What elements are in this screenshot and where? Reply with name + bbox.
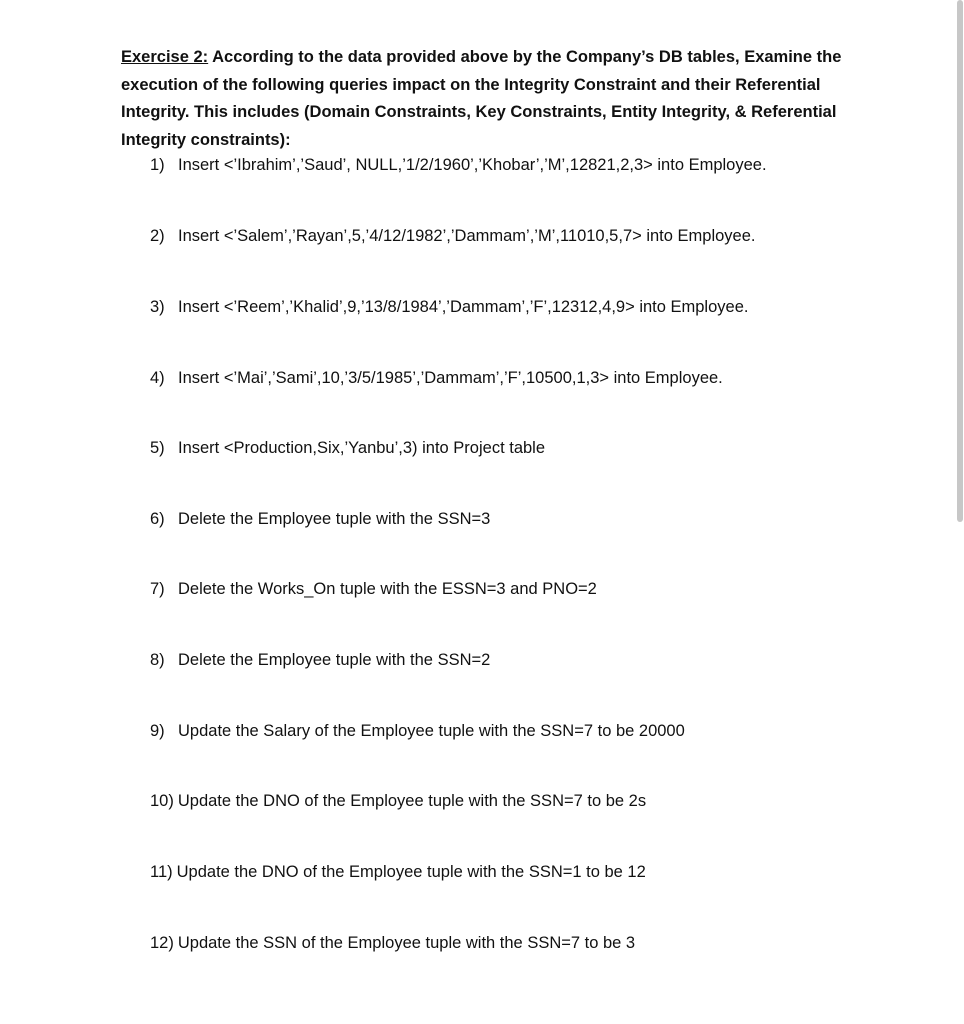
item-text: Delete the Works_On tuple with the ESSN=3 and PNO=2 <box>178 580 597 598</box>
list-item <box>150 721 685 741</box>
item-text: Update the DNO of the Employee tuple with the SSN=7 to be 2s <box>177 792 647 810</box>
item-number: 8) <box>150 651 165 669</box>
item-number: 11) <box>150 863 173 881</box>
item-text: Update the Salary of the Employee tuple with the SSN=7 to be 20000 <box>178 722 685 740</box>
exercise-instructions: According to the data provided above by the Company’s DB tables, Examine the execution of the following queries impact on the Integrity Constraint and their Referential Integrity. This includes (Domain Constraints, Key Constraints, Entity Integrity, & Referential Integrity constraints): <box>121 48 842 149</box>
item-text: Insert <’Mai’,’Sami’,10,’3/5/1985’,’Dammam’,’F’,10500,1,3> into Employee. <box>178 369 723 387</box>
scrollbar-thumb[interactable] <box>957 0 963 522</box>
item-text: Update the SSN of the Employee tuple with the SSN=7 to be 3 <box>177 934 636 952</box>
item-text: Insert <Production,Six,’Yanbu’,3) into Project table <box>178 439 546 457</box>
item-number: 10) <box>150 792 174 810</box>
item-number: 2) <box>150 227 165 245</box>
item-number: 4) <box>150 369 165 387</box>
item-number: 1) <box>150 156 165 174</box>
exercise-heading <box>121 44 881 154</box>
list-item <box>150 791 646 811</box>
item-text: Delete the Employee tuple with the SSN=3 <box>178 510 491 528</box>
exercise-label: Exercise 2: <box>121 48 209 66</box>
list-item <box>150 579 597 599</box>
item-number: 7) <box>150 580 165 598</box>
item-text: Insert <’Salem’,’Rayan’,5,’4/12/1982’,’Dammam’,’M’,11010,5,7> into Employee. <box>178 227 756 245</box>
list-item <box>150 226 755 246</box>
item-number: 6) <box>150 510 165 528</box>
item-text: Delete the Employee tuple with the SSN=2 <box>178 651 491 669</box>
item-number: 12) <box>150 934 174 952</box>
list-item <box>150 155 767 175</box>
item-number: 3) <box>150 298 165 316</box>
item-text: Insert <’Reem’,’Khalid’,9,’13/8/1984’,’Dammam’,’F’,12312,4,9> into Employee. <box>178 298 749 316</box>
list-item <box>150 862 646 882</box>
list-item <box>150 650 490 670</box>
item-number: 9) <box>150 722 165 740</box>
list-item <box>150 297 748 317</box>
list-item <box>150 438 545 458</box>
item-text: Update the DNO of the Employee tuple with the SSN=1 to be 12 <box>176 863 646 881</box>
list-item <box>150 509 490 529</box>
item-text: Insert <’Ibrahim’,’Saud’, NULL,’1/2/1960’,’Khobar’,’M’,12821,2,3> into Employee. <box>178 156 767 174</box>
list-item <box>150 933 635 953</box>
item-number: 5) <box>150 439 165 457</box>
vertical-scrollbar[interactable] <box>955 0 964 1024</box>
list-item <box>150 368 723 388</box>
